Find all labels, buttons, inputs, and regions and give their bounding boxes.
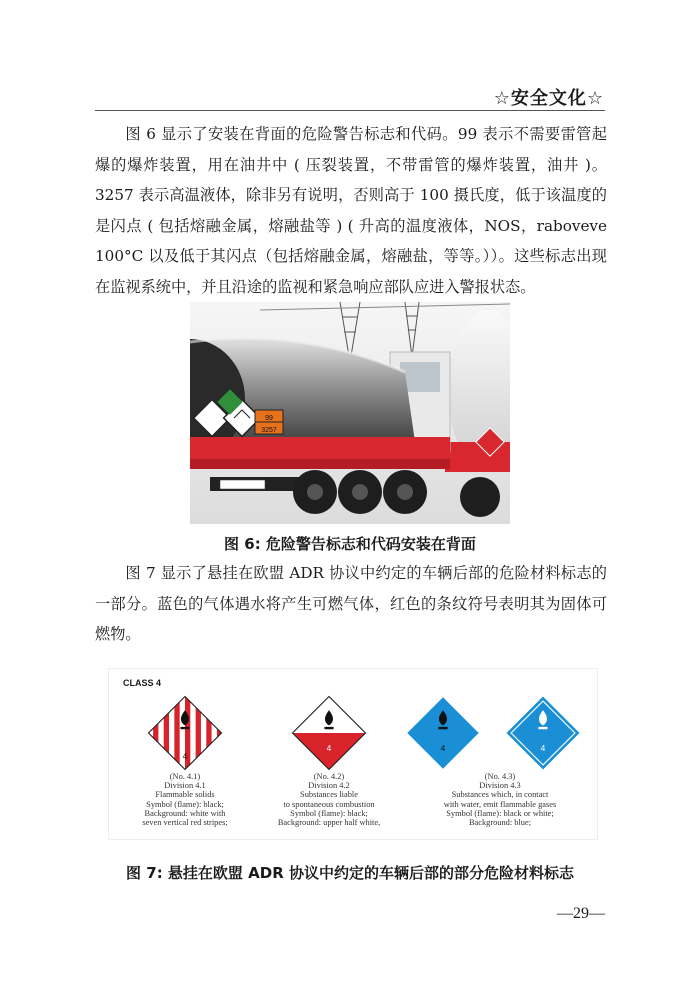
class-title: CLASS 4	[123, 678, 162, 688]
placard-label-4-2: (No. 4.2) Division 4.2 Substances liable to spontaneous combustion Symbol (flame): black; Background: upper half white,	[277, 772, 381, 828]
body-paragraph: 图 6 显示了安装在背面的危险警告标志和代码。99 表示不需要雷管起爆的爆炸装置，用在油井中 ( 压裂装置，不带雷管的爆炸装置，油井 )。3257 表示高温液体，除非另有说明，否则高于 100 摄氏度，低于该温度的是闪点 ( 包括熔融金属，熔融盐等 ) ( 升高的温度液体，NOS，raboveve 100°C 以及低于其闪点（包括熔融金属，熔融盐，等等。））。这些标志出现在监视系统中，并且沿途的监视和紧急响应部队应进入警报状态。	[95, 125, 607, 296]
figure-6-caption: 图 6: 危险警告标志和代码安装在背面	[224, 535, 476, 553]
hazard-code-top: 99	[265, 415, 273, 422]
header-title: ☆安全文化☆	[493, 88, 604, 109]
placard-label-4-3: (No. 4.3) Division 4.3 Substances which, in contact with water, emit flammable gases Symbol (flame): black or white; Background: blue;	[443, 772, 557, 828]
tanker-truck-photo	[190, 302, 510, 524]
placard-label-4-1: (No. 4.1) Division 4.1 Flammable solids Symbol (flame): black; Background: white with seven vertical red stripes;	[142, 772, 228, 828]
dangerous-when-wet-placard-icon	[405, 695, 481, 771]
dangerous-when-wet-white-placard-icon	[505, 695, 581, 771]
spontaneous-combustion-placard-icon	[291, 695, 367, 771]
flammable-solid-placard-icon	[147, 695, 223, 771]
class-number: 4	[440, 743, 446, 754]
body-paragraph: 图 7 显示了悬挂在欧盟 ADR 协议中约定的车辆后部的危险材料标志的一部分。蓝色的气体遇水将产生可燃气体，红色的条纹符号表明其为固体可燃物。	[95, 564, 607, 643]
page-number: —29—	[557, 905, 605, 922]
class-4-placards-figure	[108, 668, 598, 840]
class-number: 4	[326, 743, 332, 754]
header-rule	[95, 110, 605, 111]
figure-7-caption: 图 7: 悬挂在欧盟 ADR 协议中约定的车辆后部的部分危险材料标志	[126, 864, 574, 882]
hazard-code-bottom: 3257	[261, 427, 277, 434]
class-number: 4	[540, 743, 546, 754]
class-number: 4	[182, 750, 188, 761]
